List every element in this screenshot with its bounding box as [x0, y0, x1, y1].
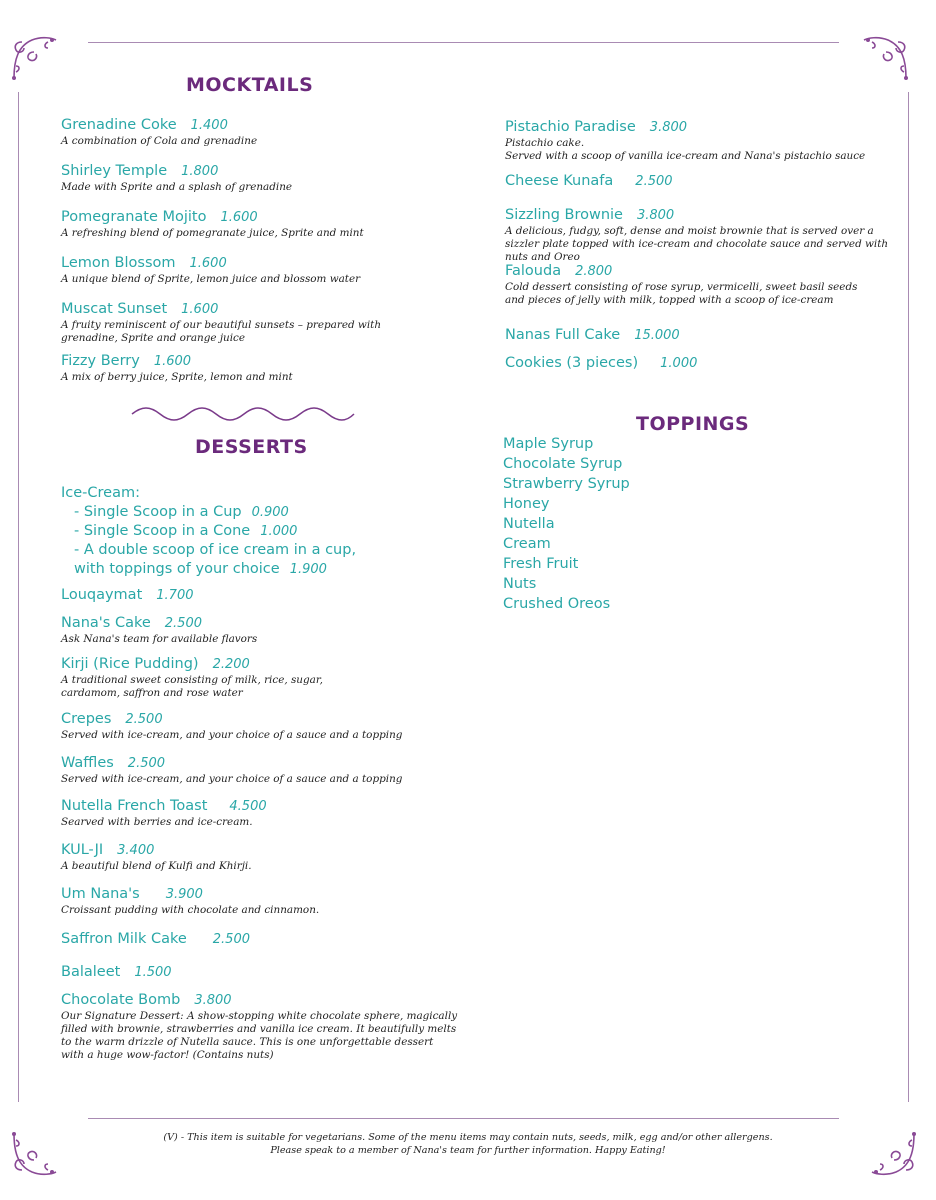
option-label: - Single Scoop in a Cone — [74, 523, 251, 539]
menu-item — [61, 655, 461, 710]
icecream-option — [61, 503, 461, 522]
item-price: 0.900 — [251, 505, 289, 520]
topping-item: Crushed Oreos — [503, 596, 611, 612]
item-price: 2.200 — [212, 657, 250, 672]
item-price: 1.600 — [181, 302, 219, 317]
corner-ornament-icon — [8, 1128, 60, 1180]
item-name: Balaleet — [61, 964, 121, 980]
frame-top-line — [88, 42, 839, 43]
corner-ornament-icon — [8, 32, 60, 84]
frame-bottom-line — [88, 1118, 839, 1119]
topping-item: Nutella — [503, 516, 555, 532]
item-name: Um Nana's — [61, 886, 140, 902]
corner-ornament-icon — [860, 32, 912, 84]
item-description: A mix of berry juice, Sprite, lemon and mint — [61, 371, 293, 383]
menu-item — [61, 963, 461, 991]
item-price: 2.500 — [127, 756, 166, 771]
item-description: A fruity reminiscent of our beautiful sunsets – prepared with grenadine, Sprite and orange juice — [61, 319, 382, 344]
topping-item: Nuts — [503, 576, 537, 592]
footer-line: Please speak to a member of Nana's team for further information. Happy Eating! — [270, 1145, 666, 1156]
item-name: Saffron Milk Cake — [61, 931, 187, 947]
menu-item — [61, 841, 461, 885]
frame-right-line — [908, 92, 909, 1102]
menu-item — [61, 797, 461, 841]
item-price: 1.000 — [260, 524, 298, 539]
item-description: A beautiful blend of Kulfi and Khirji. — [61, 860, 252, 872]
footer-line: (V) - This item is suitable for vegetarians. Some of the menu items may contain nuts, seeds, milk, egg and/or other allergens. — [163, 1132, 773, 1143]
menu-item — [505, 326, 905, 354]
item-name: Nutella French Toast — [61, 798, 208, 814]
menu-item — [505, 354, 905, 382]
icecream-double-line: - A double scoop of ice cream in a cup, — [74, 542, 357, 558]
desserts-title: DESSERTS — [195, 436, 308, 458]
menu-item — [505, 172, 905, 206]
item-description: A delicious, fudgy, soft, dense and moist brownie that is served over a sizzler plate topped with ice-cream and chocolate sauce and served with nuts and Oreo — [505, 225, 889, 263]
menu-item — [505, 118, 905, 172]
menu-item — [61, 614, 461, 655]
topping-item: Honey — [503, 496, 550, 512]
item-name: Cheese Kunafa — [505, 173, 614, 189]
item-description: Cold dessert consisting of rose syrup, vermicelli, sweet basil seeds and pieces of jelly with milk, topped with a scoop of ice-cream — [505, 281, 858, 306]
topping-item: Fresh Fruit — [503, 556, 579, 572]
item-price: 2.500 — [125, 712, 163, 727]
item-price: 3.800 — [636, 208, 675, 223]
item-name: Louqaymat — [61, 587, 143, 603]
item-price: 2.500 — [635, 174, 673, 189]
wavy-divider — [130, 404, 356, 424]
item-price: 2.500 — [212, 932, 250, 947]
topping-item: Strawberry Syrup — [503, 476, 630, 492]
item-name: Fizzy Berry — [61, 353, 140, 369]
menu-item — [61, 586, 461, 614]
toppings-title: TOPPINGS — [636, 413, 750, 435]
item-description: Ask Nana's team for available flavors — [61, 633, 258, 645]
menu-item — [61, 116, 461, 162]
menu-item — [505, 206, 905, 262]
topping-item: Chocolate Syrup — [503, 456, 623, 472]
item-description: A traditional sweet consisting of milk, rice, sugar, cardamom, saffron and rose water — [61, 674, 323, 699]
menu-item — [61, 254, 461, 300]
item-price: 1.000 — [660, 356, 698, 371]
item-price: 3.800 — [649, 120, 688, 135]
allergen-footer — [120, 1131, 816, 1157]
desserts-list — [61, 586, 461, 1062]
item-price: 2.800 — [575, 264, 613, 279]
menu-item — [61, 352, 461, 388]
corner-ornament-icon — [868, 1128, 920, 1180]
menu-item — [61, 885, 461, 930]
item-price: 3.800 — [194, 993, 232, 1008]
item-name: Cookies (3 pieces) — [505, 355, 639, 371]
item-price: 1.400 — [190, 118, 228, 133]
right-desserts-list — [505, 118, 905, 382]
item-name: Lemon Blossom — [61, 255, 176, 271]
item-price: 1.900 — [289, 562, 327, 577]
item-name: Kirji (Rice Pudding) — [61, 656, 199, 672]
item-description: Croissant pudding with chocolate and cinnamon. — [61, 904, 320, 916]
item-price: 1.600 — [220, 210, 258, 225]
item-price: 1.800 — [181, 164, 219, 179]
item-description: Served with ice-cream, and your choice of a sauce and a topping — [61, 773, 403, 785]
item-description: Pistachio cake. — [505, 137, 585, 149]
item-description: A refreshing blend of pomegranate juice, Sprite and mint — [61, 227, 364, 239]
icecream-heading: Ice-Cream: — [61, 485, 140, 501]
menu-item — [61, 208, 461, 254]
menu-item — [61, 710, 461, 754]
item-name: Pistachio Paradise — [505, 119, 636, 135]
item-name: Nana's Cake — [61, 615, 151, 631]
frame-left-line — [18, 92, 19, 1102]
item-name: Pomegranate Mojito — [61, 209, 207, 225]
item-price: 15.000 — [634, 328, 680, 343]
topping-item: Maple Syrup — [503, 436, 594, 452]
item-price: 2.500 — [164, 616, 202, 631]
item-description: Served with ice-cream, and your choice of a sauce and a topping — [61, 729, 403, 741]
menu-item — [61, 754, 461, 797]
item-name: Sizzling Brownie — [505, 207, 623, 223]
item-price: 1.600 — [153, 354, 192, 369]
mocktails-list — [61, 116, 461, 388]
mocktails-title: MOCKTAILS — [186, 74, 314, 96]
icecream-option — [61, 522, 461, 541]
menu-item — [61, 300, 461, 352]
item-description: A combination of Cola and grenadine — [61, 135, 258, 147]
item-name: Crepes — [61, 711, 112, 727]
item-name: Grenadine Coke — [61, 117, 177, 133]
option-label: with toppings of your choice — [74, 561, 280, 577]
item-name: Shirley Temple — [61, 163, 168, 179]
item-price: 1.600 — [189, 256, 227, 271]
menu-item — [61, 162, 461, 208]
item-name: Muscat Sunset — [61, 301, 168, 317]
item-description: Searved with berries and ice-cream. — [61, 816, 253, 828]
item-description: Our Signature Dessert: A show-stopping white chocolate sphere, magically filled with brownie, strawberries and vanilla ice cream. It beautifully melts to the warm drizzle of Nutella sauce. This is one unforgettable dessert with a huge wow-factor! (Contains nuts) — [61, 1010, 458, 1061]
menu-item — [61, 930, 461, 963]
item-description: A unique blend of Sprite, lemon juice and blossom water — [61, 273, 361, 285]
item-name: Falouda — [505, 263, 562, 279]
item-description: Made with Sprite and a splash of grenadine — [61, 181, 293, 193]
item-price: 3.400 — [117, 843, 155, 858]
icecream-double-line — [61, 560, 461, 579]
icecream-block — [61, 484, 461, 579]
item-price: 4.500 — [229, 799, 267, 814]
menu-item — [505, 262, 905, 326]
item-name: KUL-JI — [61, 842, 104, 858]
item-description: Served with a scoop of vanilla ice-cream and Nana's pistachio sauce — [505, 150, 866, 162]
item-price: 1.700 — [156, 588, 194, 603]
item-price: 1.500 — [134, 965, 172, 980]
menu-item — [61, 991, 461, 1062]
toppings-list — [503, 434, 803, 614]
item-price: 3.900 — [165, 887, 203, 902]
item-name: Chocolate Bomb — [61, 992, 181, 1008]
option-label: - Single Scoop in a Cup — [74, 504, 242, 520]
item-name: Waffles — [61, 755, 114, 771]
item-name: Nanas Full Cake — [505, 327, 621, 343]
topping-item: Cream — [503, 536, 551, 552]
